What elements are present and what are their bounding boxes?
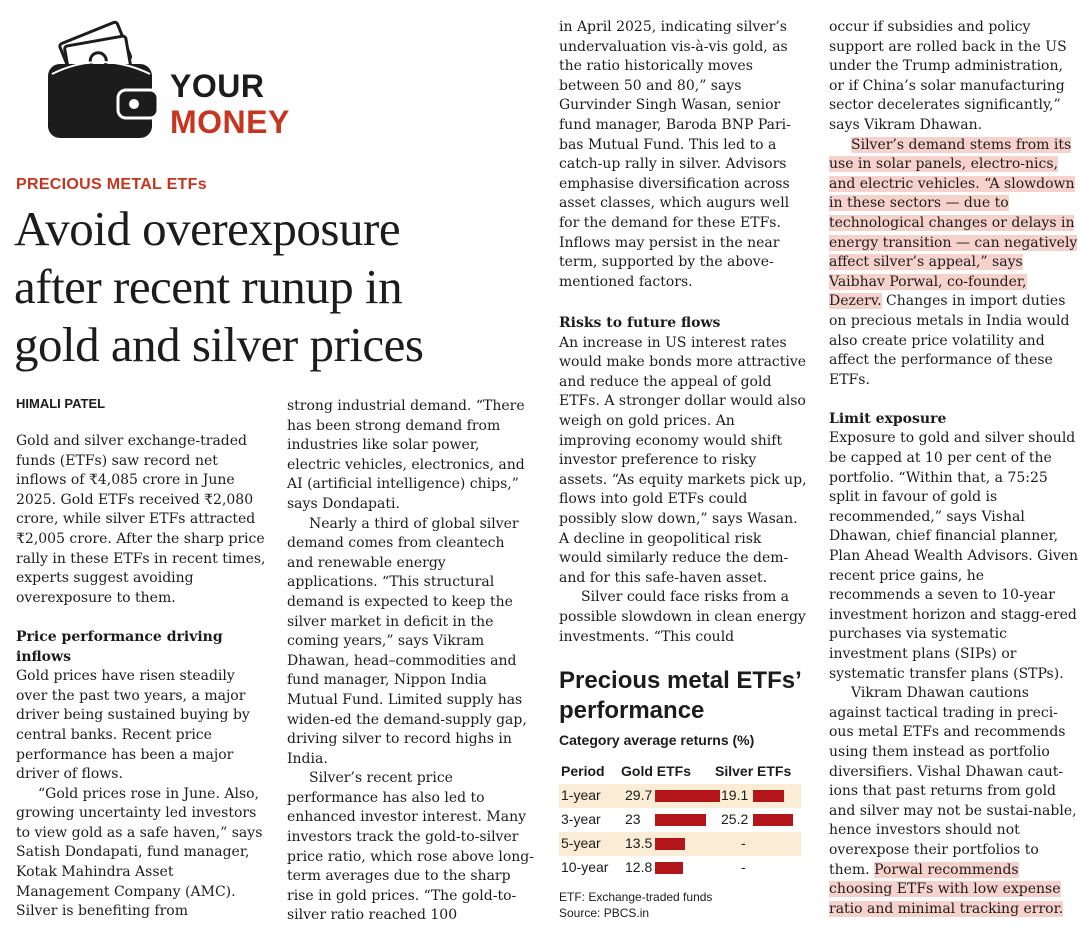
period-cell: 3-year (561, 811, 601, 827)
paragraph: Gold and silver exchange-traded funds (ETFs) saw record net inflows of ₹4,085 crore in June 2025. Gold ETFs received ₹2,080 crore, while silver ETFs attracted ₹2,005 crore. After the sharp price rally in these ETFs in recent times, experts suggest avoiding overexposure to them. (16, 433, 266, 606)
subheading: Limit exposure (829, 410, 947, 427)
period-cell: 5-year (561, 835, 601, 851)
silver-bar (753, 790, 784, 802)
wallet-icon (44, 16, 164, 156)
text: Vikram Dhawan cautions against tactical trading in preci-ous metal ETFs and recommends using them instead as portfolio diversifiers. Vishal Dhawan caut-ions that past returns from gold and silver may not be sustai-nable, hence investors should not overexpose their portfolios to them. (829, 685, 1077, 878)
paragraph: Exposure to gold and silver should be capped at 10 per cent of the portfolio. “Within that, a 75:25 split in favour of gold is recommended,” says Vishal Dhawan, chief financial planner, Plan Ahead Wealth Advisors. Given recent price gains, he recommends a seven to 10-year investment horizon and stagg-ered purchases via systematic investment plans (SIPs) or systematic transfer plans (STPs). (829, 430, 1079, 682)
highlighted-text: Silver’s demand stems from its use in solar panels, electro-nics, and electric vehicles. “A slowdown in these sectors — due to technological changes or delays in energy transition — can negatively affect silver’s appeal,” says Vaibhav Porwal, co-founder, Dezerv. (829, 136, 1078, 310)
headline-line: gold and silver prices (14, 317, 424, 372)
article-column-3-top (559, 18, 807, 292)
period-cell: 1-year (561, 787, 601, 803)
gold-bar (655, 790, 720, 802)
gold-value: 29.7 (625, 787, 653, 803)
silver-value: 25.2 (721, 811, 749, 827)
table-row (559, 832, 801, 856)
column-header-gold: Gold ETFs (621, 763, 691, 779)
article-column-2 (287, 397, 535, 926)
headline (14, 200, 544, 374)
column-header-silver: Silver ETFs (715, 763, 792, 779)
subheading: Risks to future flows (559, 315, 721, 331)
returns-table (559, 760, 801, 880)
table-row (559, 784, 801, 808)
silver-value: - (741, 835, 746, 851)
paragraph: Silver could face risks from a possible slowdown in clean energy investments. “This could (559, 589, 806, 645)
article-column-1 (16, 432, 268, 922)
column-header-period: Period (561, 763, 605, 779)
chart-source: Source: PBCS.in (559, 906, 650, 920)
chart-footnote (559, 889, 712, 921)
gold-bar (655, 838, 685, 850)
paragraph: strong industrial demand. “There has been strong demand from industries like solar power, electric vehicles, electronics, and AI (artificial intelligence) chips,” says Dondapati. (287, 398, 525, 512)
gold-bar (655, 814, 706, 826)
paragraph: occur if subsidies and policy support are rolled back in the US under the Trump administration, or if China’s solar manufacturing sector decelerates significantly,” says Vikram Dhawan. (829, 19, 1067, 133)
highlighted-text: Porwal recommends choosing ETFs with low expense ratio and minimal tracking error. (829, 861, 1064, 917)
gold-value: 23 (625, 811, 641, 827)
paragraph: Gold prices have risen steadily over the past two years, a major driver being sustained buying by central banks. Recent price performance has been a major driver of flows. (16, 668, 250, 783)
table-header (559, 760, 801, 784)
paragraph: An increase in US interest rates would make bonds more attractive and reduce the appeal of gold ETFs. A stronger dollar would also weigh on gold prices. An improving economy would shift investor preference to risky assets. “As equity markets pick up, flows into gold ETFs could possibly slow down,” says Wasan. A decline in geopolitical risk would similarly reduce the dem-and for this safe-haven asset. (559, 334, 807, 586)
table-row (559, 856, 801, 880)
text: Changes in import duties on precious metals in India would also create price volatility and affect the performance of these ETFs. (829, 293, 1070, 388)
gold-bar (655, 862, 683, 874)
section-kicker: PRECIOUS METAL ETFs (16, 176, 207, 193)
brand-title-line2: MONEY (170, 104, 290, 140)
gold-value: 13.5 (625, 835, 653, 851)
gold-value: 12.8 (625, 859, 653, 875)
chart-title: Precious metal ETFs’ performance (559, 667, 801, 724)
paragraph: Nearly a third of global silver demand comes from cleantech and renewable energy applications. “This structural demand is expected to keep the silver market in deficit in the coming years,” says Vikram Dhawan, head–commodities and fund manager, Nippon India Mutual Fund. Limited supply has widen-ed the demand-supply gap, driving silver to record highs in India. (287, 515, 527, 767)
silver-bar (753, 814, 793, 826)
period-cell: 10-year (561, 859, 609, 875)
headline-line: Avoid overexposure (14, 201, 401, 256)
silver-value: 19.1 (721, 787, 749, 803)
headline-line: after recent runup in (14, 259, 403, 314)
brand-title-line1: YOUR (170, 68, 265, 104)
chart-subtitle: Category average returns (%) (559, 732, 755, 748)
article-column-3-bottom (559, 314, 807, 647)
table-row (559, 808, 801, 832)
article-column-4 (829, 18, 1079, 919)
subheading: Price performance driving inflows (16, 628, 223, 665)
byline: HIMALI PATEL (16, 396, 106, 411)
paragraph: in April 2025, indicating silver’s undervaluation vis-à-vis gold, as the ratio historically moves between 50 and 80,” says Gurvinder Singh Wasan, senior fund manager, Baroda BNP Pari-bas Mutual Fund. This led to a catch-up rally in silver. Advisors emphasise diversification across asset classes, which augurs well for the demand for these ETFs. Inflows may persist in the near term, supported by the above-mentioned factors. (559, 19, 791, 290)
silver-value: - (741, 859, 746, 875)
paragraph (829, 136, 1079, 391)
paragraph: “Gold prices rose in June. Also, growing uncertainty led investors to view gold as a safe haven,” says Satish Dondapati, fund manager, Kotak Mahindra Asset Management Company (AMC). Silver is benefiting from (16, 785, 263, 920)
paragraph (829, 684, 1079, 919)
chart-note: ETF: Exchange-traded funds (559, 890, 713, 904)
paragraph: Silver’s recent price performance has also led to enhanced investor interest. Many investors track the gold-to-silver price ratio, which rose above long-term averages due to the sharp rise in gold prices. “The gold-to-silver ratio reached 100 (287, 770, 535, 924)
